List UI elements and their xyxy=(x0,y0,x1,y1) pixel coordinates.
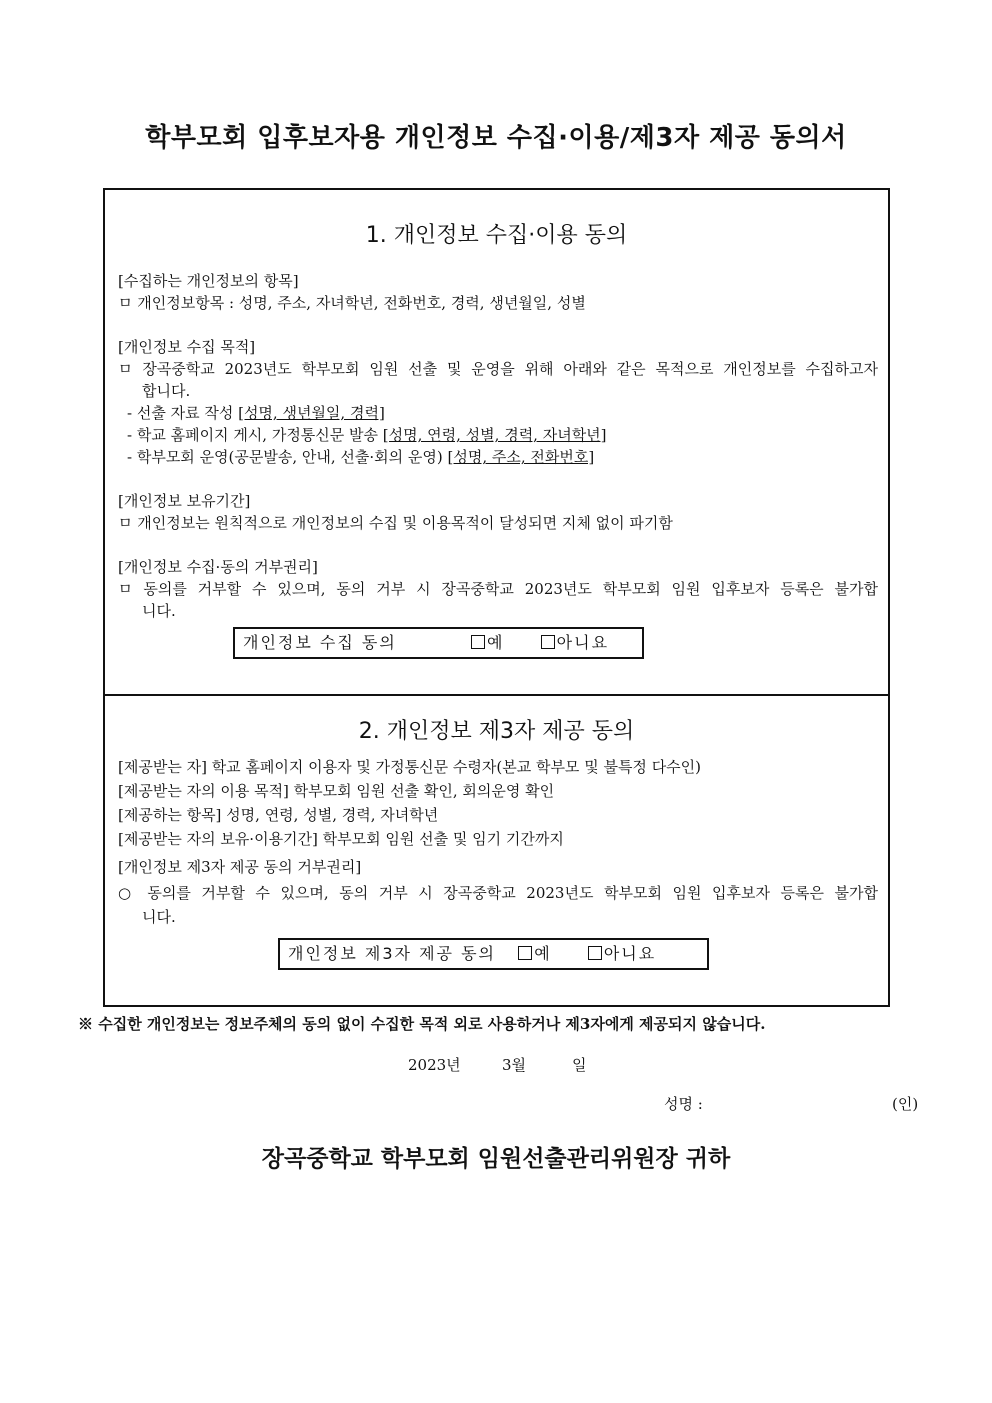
provided-items-text: [제공하는 항목] 성명, 연령, 성별, 경력, 자녀학년 xyxy=(118,806,439,824)
purpose-item: - 선출 자료 작성 [성명, 생년월일, 경력] xyxy=(127,404,385,422)
purpose-text-cont: 합니다. xyxy=(142,382,191,400)
recipient-text: [제공받는 자] 학교 홈페이지 이용자 및 가정통신문 수령자(본교 학부모 및 불특정 다수인) xyxy=(118,758,702,776)
checkbox-icon[interactable] xyxy=(541,635,555,649)
signature-name-label: 성명 : xyxy=(664,1095,703,1113)
consent-label: 개인정보 제3자 제공 동의 xyxy=(288,944,496,963)
section2-title: 2. 개인정보 제3자 제공 동의 xyxy=(358,719,635,744)
date-year: 2023년 xyxy=(408,1056,461,1074)
third-party-refusal-text-cont: 니다. xyxy=(142,908,176,926)
retention-text: ㅁ 개인정보는 원칙적으로 개인정보의 수집 및 이용목적이 달성되면 지체 없이 파기함 xyxy=(118,514,673,532)
section-collection-consent xyxy=(105,190,888,696)
consent-yes-option[interactable]: 예 xyxy=(471,633,504,652)
date-day: 일 xyxy=(572,1056,587,1074)
purpose-item: - 학부모회 운영(공문발송, 안내, 선출·회의 운영) [성명, 주소, 전화번호] xyxy=(127,448,595,466)
third-party-refusal-text: ○ 동의를 거부할 수 있으며, 동의 거부 시 장곡중학교 2023년도 학부모회 임원 입후보자 등록은 불가합 xyxy=(118,884,878,902)
collection-consent-box xyxy=(233,627,644,659)
checkbox-icon[interactable] xyxy=(518,946,532,960)
document-title: 학부모회 입후보자용 개인정보 수집·이용/제3자 제공 동의서 xyxy=(145,123,847,153)
refusal-text-cont: 니다. xyxy=(142,602,176,620)
refusal-heading: [개인정보 수집·동의 거부권리] xyxy=(118,558,318,576)
purpose-heading: [개인정보 수집 목적] xyxy=(118,338,256,356)
addressee: 장곡중학교 학부모회 임원선출관리위원장 귀하 xyxy=(261,1146,731,1172)
consent-form-frame xyxy=(103,188,890,1007)
section1-title: 1. 개인정보 수집·이용 동의 xyxy=(365,223,628,248)
third-party-refusal-heading: [개인정보 제3자 제공 동의 거부권리] xyxy=(118,858,362,876)
third-party-consent-box xyxy=(278,938,709,970)
seal-mark: (인) xyxy=(892,1095,919,1113)
use-purpose-text: [제공받는 자의 이용 목적] 학부모회 임원 선출 확인, 회의운영 확인 xyxy=(118,782,555,800)
items-heading: [수집하는 개인정보의 항목] xyxy=(118,272,299,290)
consent-yes-option[interactable]: 예 xyxy=(518,944,551,963)
retention-period-text: [제공받는 자의 보유·이용기간] 학부모회 임원 선출 및 임기 기간까지 xyxy=(118,830,564,848)
date-month: 3월 xyxy=(502,1056,527,1074)
purpose-item: - 학교 홈페이지 게시, 가정통신문 발송 [성명, 연령, 성별, 경력, 자녀학년] xyxy=(127,426,607,444)
consent-no-option[interactable]: 아니요 xyxy=(541,633,609,652)
section-third-party-consent xyxy=(105,696,888,1005)
checkbox-icon[interactable] xyxy=(471,635,485,649)
retention-heading: [개인정보 보유기간] xyxy=(118,492,251,510)
items-text: ㅁ 개인정보항목 : 성명, 주소, 자녀학년, 전화번호, 경력, 생년월일, 성별 xyxy=(118,294,586,312)
refusal-text: ㅁ 동의를 거부할 수 있으며, 동의 거부 시 장곡중학교 2023년도 학부모회 임원 입후보자 등록은 불가합 xyxy=(118,580,878,598)
consent-no-option[interactable]: 아니요 xyxy=(588,944,656,963)
purpose-text: ㅁ 장곡중학교 2023년도 학부모회 임원 선출 및 운영을 위해 아래와 같은 목적으로 개인정보를 수집하고자 xyxy=(118,360,878,378)
privacy-notice: ※ 수집한 개인정보는 정보주체의 동의 없이 수집한 목적 외로 사용하거나 제3자에게 제공되지 않습니다. xyxy=(78,1015,766,1033)
checkbox-icon[interactable] xyxy=(588,946,602,960)
consent-label: 개인정보 수집 동의 xyxy=(243,633,397,652)
